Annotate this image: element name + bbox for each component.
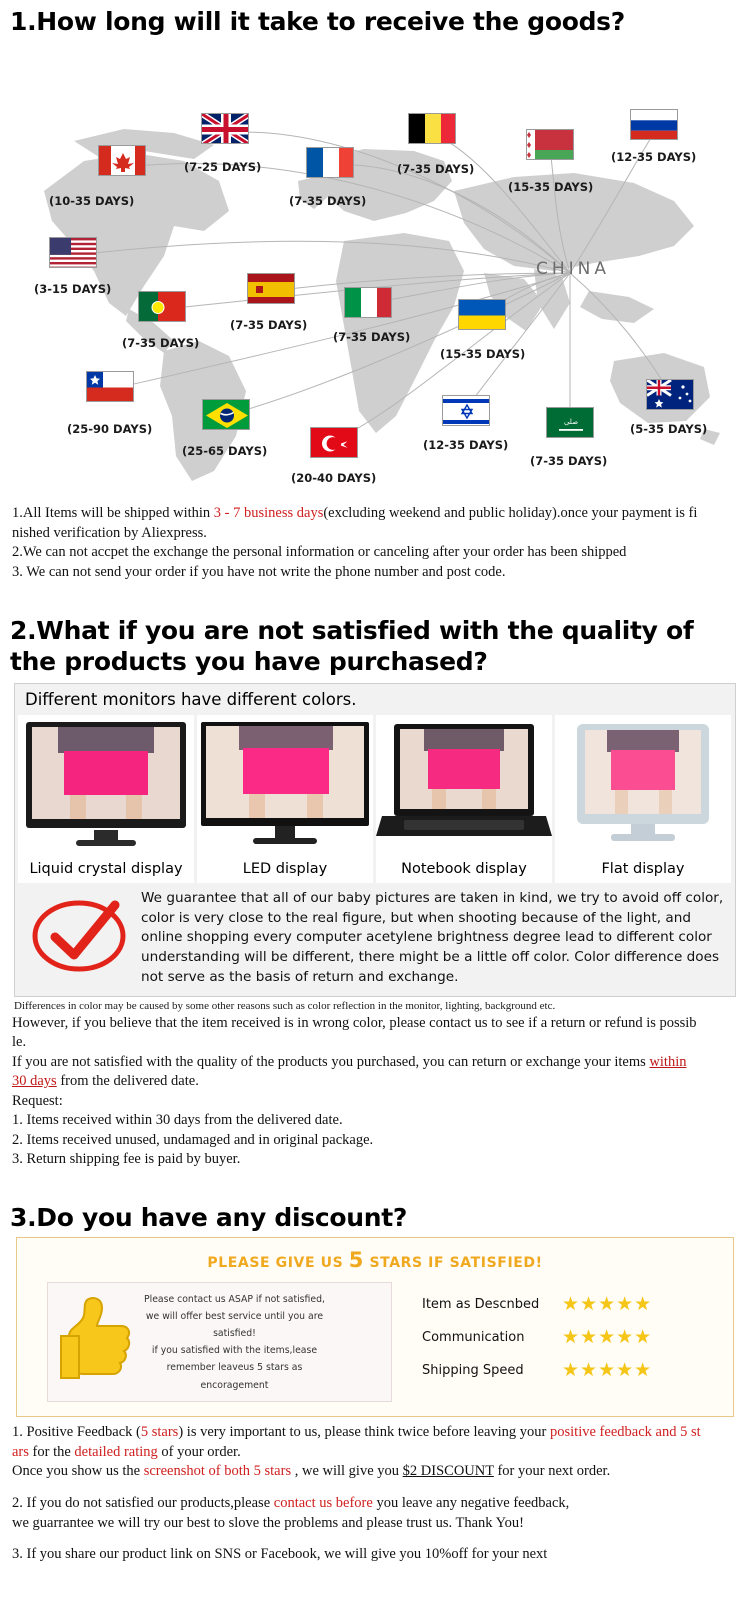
flag-brazil — [202, 399, 250, 430]
shipping-note-1-a: 1.All Items will be shipped within — [12, 505, 214, 522]
monitor-cell-flat-display — [555, 715, 731, 883]
thumbs-up-icon-wrap — [48, 1292, 144, 1393]
thumb-line-1: Please contact us ASAP if not satisfied, — [144, 1293, 325, 1305]
feedback-2-a: Once you show us the — [12, 1463, 144, 1480]
flag-united-kingdom — [201, 113, 249, 144]
check-circle-icon — [29, 897, 133, 975]
label-belarus: (15-35 DAYS) — [508, 180, 594, 195]
stars-title-number: 5 — [348, 1248, 364, 1273]
rating-label-shipping-speed: Shipping Speed — [422, 1362, 524, 1378]
page-title-quality — [10, 615, 750, 678]
feedback-1-b: ) is very important to us, please think twice before leaving your — [178, 1424, 551, 1441]
rating-line-communication — [422, 1326, 652, 1349]
caption-notebook-display: Notebook display — [376, 856, 552, 883]
monitor-cell-led-display — [197, 715, 373, 883]
flag-canada — [98, 145, 146, 176]
world-shipping-map — [14, 41, 736, 496]
thumbs-up-panel — [47, 1282, 392, 1402]
shipping-note-1-cont: nished verification by Aliexpress. — [12, 524, 207, 541]
flag-ukraine — [458, 299, 506, 330]
feedback-1-positive: positive feedback and 5 st — [550, 1424, 701, 1441]
thumb-line-3: satisfied! — [213, 1328, 256, 1340]
liquid-crystal-display-image — [18, 718, 194, 856]
return-window-link-part1[interactable]: within — [649, 1053, 687, 1070]
shipping-note-1-highlight: 3 - 7 business days — [213, 505, 324, 522]
quality-note-2-a: If you are not satisfied with the quality of the products you purchased, you can return or exchange your items — [12, 1053, 650, 1070]
label-china: CHINA — [536, 259, 611, 280]
label-france: (7-35 DAYS) — [289, 194, 367, 209]
guarantee-block — [15, 883, 735, 996]
notebook-display-image — [376, 718, 552, 856]
flag-united-states — [49, 237, 97, 268]
feedback-2-b: , we will give you — [291, 1463, 403, 1480]
guarantee-text: We guarantee that all of our baby pictures are taken in kind, we try to avoid off color, color is very close to the real figure, but when shooting because of the light, and online shopping every computer acetylene brightness degree lead to different color understanding will be different, there might be a little off color. Color difference does not serve as the basis of return and exchange. — [141, 890, 724, 985]
feedback-2-c: for your next order. — [493, 1463, 611, 1480]
shipping-notes — [12, 504, 738, 582]
quality-note-2 — [12, 1053, 738, 1073]
flat-display-image — [555, 718, 731, 856]
label-united-states: (3-15 DAYS) — [34, 282, 112, 297]
rating-stars-item-as-described[interactable]: ★★★★★ — [562, 1293, 653, 1315]
feedback-1-stars: 5 stars — [140, 1424, 179, 1441]
label-chile: (25-90 DAYS) — [67, 422, 153, 437]
label-israel: (12-35 DAYS) — [423, 438, 509, 453]
label-italy: (7-35 DAYS) — [333, 330, 411, 345]
quality-note-2-b: from the delivered date. — [56, 1073, 199, 1090]
stars-request-title — [17, 1248, 733, 1272]
shipping-note-2: 2.We can not accpet the exchange the personal information or canceling after your order has been shipped — [12, 544, 627, 561]
rating-label-communication: Communication — [422, 1329, 525, 1345]
shipping-note-1-b: (excluding weekend and public holiday).once your payment is fi — [323, 505, 698, 522]
feedback-note-2 — [12, 1462, 738, 1482]
feedback-note-1 — [12, 1423, 738, 1443]
monitor-comparison-box — [14, 683, 736, 997]
request-item-3: 3. Return shipping fee is paid by buyer. — [12, 1151, 241, 1168]
request-item-1: 1. Items received within 30 days from the delivered date. — [12, 1112, 343, 1129]
feedback-1-ars: ars — [12, 1443, 29, 1460]
rating-line-item-as-described — [422, 1293, 652, 1316]
color-difference-note: Differences in color may be caused by some other reasons such as color reflection in the monitor, lighting, background etc. — [14, 999, 556, 1012]
feedback-notes — [12, 1423, 738, 1564]
flag-spain — [247, 273, 295, 304]
label-portugal: (7-35 DAYS) — [122, 336, 200, 351]
stars-title-prefix: PLEASE GIVE US — [207, 1255, 349, 1272]
quality-notes — [12, 1014, 738, 1171]
monitor-cell-notebook-display — [376, 715, 552, 883]
quality-note-1: However, if you believe that the item received is in wrong color, please contact us to see if a return or refund is possib — [12, 1014, 697, 1031]
feedback-2-screenshot: screenshot of both 5 stars — [143, 1463, 292, 1480]
flag-portugal — [138, 291, 186, 322]
caption-flat-display: Flat display — [555, 856, 731, 883]
flag-israel — [442, 395, 490, 426]
shipping-note-3: 3. We can not send your order if you have not write the phone number and post code. — [12, 563, 506, 580]
caption-led-display: LED display — [197, 856, 373, 883]
label-canada: (10-35 DAYS) — [49, 194, 135, 209]
thumb-line-5: remember leaveus 5 stars as — [166, 1362, 303, 1374]
monitor-cell-liquid-crystal-display — [18, 715, 194, 883]
rating-panel — [422, 1293, 652, 1392]
feedback-3-contact-us: contact us before — [273, 1494, 373, 1511]
quality-note-2-cont — [12, 1072, 738, 1092]
faq-page — [0, 6, 750, 1565]
quality-note-1-cont: le. — [12, 1034, 27, 1051]
label-turkey: (20-40 DAYS) — [291, 471, 377, 486]
label-spain: (7-35 DAYS) — [230, 318, 308, 333]
shipping-note-1 — [12, 504, 738, 524]
feedback-1-d: of your order. — [157, 1443, 241, 1460]
flag-belarus — [526, 129, 574, 160]
page-title-discount: 3.Do you have any discount? — [10, 1203, 408, 1233]
feedback-3-a: 2. If you do not satisfied our products,please — [12, 1494, 274, 1511]
quality-title-line2: the products you have purchased? — [10, 646, 488, 676]
feedback-note-3-cont: we guarrantee we will try our best to slove the problems and please trust us. Thank You! — [12, 1514, 524, 1531]
request-item-2: 2. Items received unused, undamaged and in original package. — [12, 1131, 374, 1148]
rating-label-item-as-described: Item as Descnbed — [422, 1296, 540, 1312]
label-united-kingdom: (7-25 DAYS) — [184, 160, 262, 175]
caption-liquid-crystal-display: Liquid crystal display — [18, 856, 194, 883]
label-ukraine: (15-35 DAYS) — [440, 347, 526, 362]
thumb-line-4: if you satisfied with the items,lease — [151, 1345, 318, 1357]
led-display-image — [197, 718, 373, 856]
rating-stars-communication[interactable]: ★★★★★ — [562, 1326, 653, 1348]
flag-australia — [646, 379, 694, 410]
discount-amount-link[interactable]: $2 DISCOUNT — [402, 1463, 494, 1480]
quality-title-line1: 2.What if you are not satisfied with the quality of — [10, 615, 694, 645]
page-title-shipping: 1.How long will it take to receive the goods? — [10, 7, 625, 36]
rating-line-shipping-speed — [422, 1359, 652, 1382]
monitor-box-heading: Different monitors have different colors. — [15, 684, 735, 715]
feedback-1-detailed-rating: detailed rating — [74, 1443, 158, 1460]
thumbs-up-message — [144, 1291, 333, 1394]
return-window-link-part2[interactable]: 30 days — [12, 1073, 57, 1090]
label-saudi-arabia: (7-35 DAYS) — [530, 454, 608, 469]
check-mark-wrap — [21, 889, 141, 980]
request-label: Request: — [12, 1092, 63, 1109]
flag-saudi-arabia — [546, 407, 594, 438]
thumb-line-6: encoragement — [200, 1379, 269, 1391]
feedback-3-b: you leave any negative feedback, — [372, 1494, 570, 1511]
label-brazil: (25-65 DAYS) — [182, 444, 268, 459]
flag-chile — [86, 371, 134, 402]
rating-stars-shipping-speed[interactable]: ★★★★★ — [562, 1359, 653, 1381]
flag-france — [306, 147, 354, 178]
label-belgium: (7-35 DAYS) — [397, 162, 475, 177]
svg-text:صلى: صلى — [563, 418, 579, 427]
feedback-note-3 — [12, 1494, 738, 1514]
label-russia: (12-35 DAYS) — [611, 150, 697, 165]
flag-turkey — [310, 427, 358, 458]
flag-belgium — [408, 113, 456, 144]
feedback-note-1-cont — [12, 1443, 738, 1463]
discount-box — [16, 1237, 734, 1417]
discount-row — [17, 1282, 733, 1402]
stars-title-suffix: STARS IF SATISFIED! — [363, 1255, 543, 1272]
monitor-row — [15, 715, 735, 883]
flag-russia — [630, 109, 678, 140]
flag-italy — [344, 287, 392, 318]
feedback-1-c: for the — [28, 1443, 75, 1460]
thumb-line-2: we will offer best service until you are — [145, 1310, 324, 1322]
feedback-1-a: 1. Positive Feedback ( — [12, 1424, 141, 1441]
feedback-note-4: 3. If you share our product link on SNS or Facebook, we will give you 10%off for your next — [12, 1546, 548, 1563]
thumbs-up-icon — [57, 1292, 135, 1388]
label-australia: (5-35 DAYS) — [630, 422, 708, 437]
